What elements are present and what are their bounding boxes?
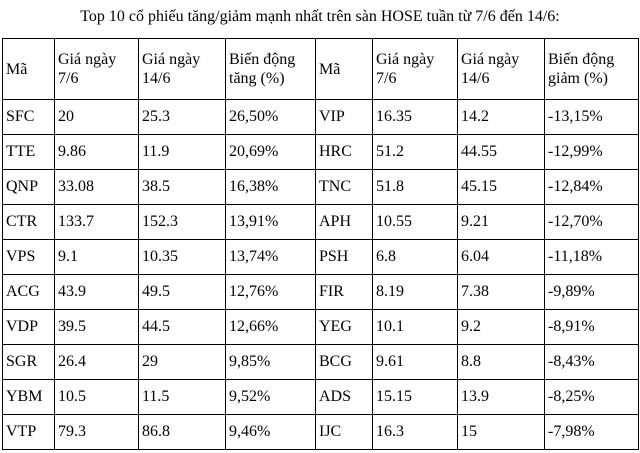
stock-movers-table [2, 38, 639, 450]
loser-price-7-6-cell: 51.2 [373, 135, 458, 170]
loser-stock-code-cell: VIP [316, 100, 373, 135]
gainer-price-14-6-cell: 49.5 [139, 275, 226, 310]
gainer-stock-code-cell: QNP [3, 170, 55, 205]
loser-stock-code-cell: HRC [316, 135, 373, 170]
gainer-stock-code-cell: VDP [3, 310, 55, 345]
loser-price-7-6-cell: 10.1 [373, 310, 458, 345]
gainer-change-percent-cell: 9,46% [226, 415, 316, 450]
loser-change-percent-cell: -13,15% [545, 100, 639, 135]
gainer-stock-code-cell: ACG [3, 275, 55, 310]
loser-price-14-6-cell: 15 [458, 415, 545, 450]
header-change-increase: Biến động tăng (%) [226, 39, 316, 100]
loser-stock-code-cell: BCG [316, 345, 373, 380]
gainer-price-7-6-cell: 26.4 [55, 345, 139, 380]
gainer-change-percent-cell: 16,38% [226, 170, 316, 205]
gainer-price-14-6-cell: 38.5 [139, 170, 226, 205]
gainer-change-percent-cell: 9,52% [226, 380, 316, 415]
loser-price-14-6-cell: 8.8 [458, 345, 545, 380]
header-change-decrease: Biến động giảm (%) [545, 39, 639, 100]
loser-price-7-6-cell: 9.61 [373, 345, 458, 380]
table-row [3, 205, 639, 240]
gainer-stock-code-cell: SFC [3, 100, 55, 135]
header-price-14-6-losers: Giá ngày 14/6 [458, 39, 545, 100]
loser-price-14-6-cell: 13.9 [458, 380, 545, 415]
loser-change-percent-cell: -8,25% [545, 380, 639, 415]
gainer-price-7-6-cell: 9.1 [55, 240, 139, 275]
gainer-price-7-6-cell: 39.5 [55, 310, 139, 345]
gainer-stock-code-cell: VTP [3, 415, 55, 450]
header-code-losers: Mã [316, 39, 373, 100]
loser-change-percent-cell: -8,43% [545, 345, 639, 380]
table-row [3, 310, 639, 345]
gainer-stock-code-cell: CTR [3, 205, 55, 240]
loser-price-14-6-cell: 9.21 [458, 205, 545, 240]
table-row [3, 135, 639, 170]
loser-stock-code-cell: APH [316, 205, 373, 240]
loser-price-14-6-cell: 6.04 [458, 240, 545, 275]
loser-price-7-6-cell: 16.35 [373, 100, 458, 135]
loser-stock-code-cell: TNC [316, 170, 373, 205]
gainer-stock-code-cell: YBM [3, 380, 55, 415]
gainer-price-7-6-cell: 9.86 [55, 135, 139, 170]
loser-price-7-6-cell: 15.15 [373, 380, 458, 415]
gainer-price-7-6-cell: 20 [55, 100, 139, 135]
loser-change-percent-cell: -12,84% [545, 170, 639, 205]
loser-price-14-6-cell: 7.38 [458, 275, 545, 310]
loser-price-14-6-cell: 14.2 [458, 100, 545, 135]
table-row [3, 170, 639, 205]
gainer-price-14-6-cell: 86.8 [139, 415, 226, 450]
loser-change-percent-cell: -12,99% [545, 135, 639, 170]
loser-stock-code-cell: FIR [316, 275, 373, 310]
loser-price-7-6-cell: 6.8 [373, 240, 458, 275]
loser-stock-code-cell: IJC [316, 415, 373, 450]
loser-change-percent-cell: -12,70% [545, 205, 639, 240]
page-title: Top 10 cổ phiếu tăng/giảm mạnh nhất trên sàn HOSE tuần từ 7/6 đến 14/6: [80, 8, 560, 25]
loser-change-percent-cell: -11,18% [545, 240, 639, 275]
loser-stock-code-cell: YEG [316, 310, 373, 345]
table-row [3, 345, 639, 380]
loser-change-percent-cell: -8,91% [545, 310, 639, 345]
header-code-gainers: Mã [3, 39, 55, 100]
table-row [3, 380, 639, 415]
gainer-price-14-6-cell: 44.5 [139, 310, 226, 345]
table-row [3, 415, 639, 450]
gainer-price-14-6-cell: 10.35 [139, 240, 226, 275]
gainer-change-percent-cell: 9,85% [226, 345, 316, 380]
loser-change-percent-cell: -7,98% [545, 415, 639, 450]
gainer-stock-code-cell: SGR [3, 345, 55, 380]
gainer-price-14-6-cell: 152.3 [139, 205, 226, 240]
gainer-price-14-6-cell: 25.3 [139, 100, 226, 135]
gainer-price-14-6-cell: 11.5 [139, 380, 226, 415]
loser-change-percent-cell: -9,89% [545, 275, 639, 310]
gainer-price-7-6-cell: 43.9 [55, 275, 139, 310]
gainer-change-percent-cell: 20,69% [226, 135, 316, 170]
header-price-7-6-gainers: Giá ngày 7/6 [55, 39, 139, 100]
gainer-price-7-6-cell: 79.3 [55, 415, 139, 450]
table-header-row [3, 39, 639, 100]
gainer-price-7-6-cell: 33.08 [55, 170, 139, 205]
loser-stock-code-cell: ADS [316, 380, 373, 415]
gainer-stock-code-cell: VPS [3, 240, 55, 275]
gainer-change-percent-cell: 12,66% [226, 310, 316, 345]
table-row [3, 100, 639, 135]
loser-price-7-6-cell: 8.19 [373, 275, 458, 310]
loser-price-7-6-cell: 51.8 [373, 170, 458, 205]
gainer-change-percent-cell: 13,91% [226, 205, 316, 240]
header-price-14-6-gainers: Giá ngày 14/6 [139, 39, 226, 100]
loser-price-14-6-cell: 9.2 [458, 310, 545, 345]
gainer-change-percent-cell: 12,76% [226, 275, 316, 310]
gainer-price-14-6-cell: 29 [139, 345, 226, 380]
header-price-7-6-losers: Giá ngày 7/6 [373, 39, 458, 100]
table-row [3, 275, 639, 310]
loser-price-14-6-cell: 44.55 [458, 135, 545, 170]
loser-price-14-6-cell: 45.15 [458, 170, 545, 205]
gainer-price-14-6-cell: 11.9 [139, 135, 226, 170]
gainer-change-percent-cell: 26,50% [226, 100, 316, 135]
table-row [3, 240, 639, 275]
loser-stock-code-cell: PSH [316, 240, 373, 275]
table-body [3, 100, 639, 450]
gainer-change-percent-cell: 13,74% [226, 240, 316, 275]
gainer-stock-code-cell: TTE [3, 135, 55, 170]
loser-price-7-6-cell: 10.55 [373, 205, 458, 240]
gainer-price-7-6-cell: 133.7 [55, 205, 139, 240]
gainer-price-7-6-cell: 10.5 [55, 380, 139, 415]
loser-price-7-6-cell: 16.3 [373, 415, 458, 450]
